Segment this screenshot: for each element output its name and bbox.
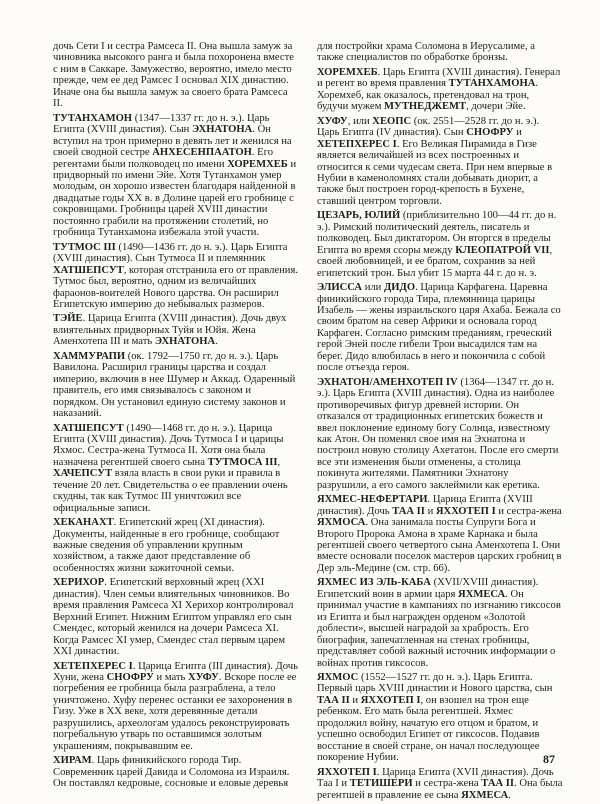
entry-headword: ХАММУРАПИ xyxy=(53,350,126,362)
entry-headword: ТУТМОС III xyxy=(53,241,116,253)
dictionary-entry xyxy=(53,313,299,347)
entry-headword: ХОРЕМХЕБ xyxy=(317,66,378,78)
cross-reference: ХАЧЕПСУТ xyxy=(53,468,113,480)
entry-headword: ЯХМЕС ИЗ ЭЛЬ-КАБА xyxy=(317,577,431,589)
entry-text: . Царь Египта (XVIII династия). Генерал и регент во время правления xyxy=(317,66,561,90)
entry-text: . Хоремхеб, как оказалось, претендовал на трон, будучи мужем xyxy=(317,78,539,113)
entry-headword: ХЕРИХОР xyxy=(53,577,105,589)
entry-text: . Царица Карфагена. Царевна финикийского города Тира, племянница царицы Изабель — жены израильского царя Ахаба. Бежала со своим братом на север Африки и основала город Карфаген. Согласно римским преданиям, греческий герой Эней после гибели Трои высадился там на берег. Дидо влюбилась в него и покончила с собой после отъезда героя. xyxy=(317,282,561,374)
cross-reference: СНОФРУ xyxy=(106,672,154,684)
entry-text: . Он принимал участие в кампаниях по изгнанию гиксосов из Египта и был награжден орденом «Золотой доблести», высшей наградой за храбрость. Его биография, запечатленная на стенах гробницы, представляет собой важный источник информации о войнах против гиксосов. xyxy=(317,588,561,669)
cross-reference: ЭХНАТОНА xyxy=(191,124,253,136)
cross-reference: ЯХМЕСА xyxy=(461,789,509,801)
cross-reference: ТАА II xyxy=(317,694,350,706)
dictionary-entry xyxy=(53,517,299,574)
cross-reference: ЭХНАТОНА xyxy=(154,336,216,348)
dictionary-entry xyxy=(53,423,299,515)
entry-headword: ЭЛИССА xyxy=(317,282,363,294)
entry-text: . Она занимала посты Супруги Бога и Второго Пророка Амона в храме Карнака и была регентшей своего четвертого сына Аменхотепа I. Они вместе основали поселок мастеров царских гробниц в Дер эль-Медине (см. стр. 66). xyxy=(317,517,562,574)
cross-reference: ТУТМОСА III xyxy=(207,456,278,468)
entry-text: . Царица Египта (III династия). Дочь Хуни, жена xyxy=(53,660,298,684)
entry-text: . Царица Египта (XVIII династия). Дочь xyxy=(317,494,533,517)
entry-text: и сестра-жена xyxy=(412,778,482,790)
entry-headword: ЯХМОС xyxy=(317,672,359,684)
entry-text: , он взошел на трон еще ребенком. Его мать была регентшей. Яхмес продолжил войну, начатую его отцом и братом, и успешно освободил Египет от гиксосов. Подавив восстание в своей стране, он начал последующее покорение Нубии. xyxy=(317,694,540,764)
right-column xyxy=(317,41,563,804)
dictionary-entry xyxy=(53,755,299,789)
dictionary-entry xyxy=(317,210,563,279)
entry-headword: ЦЕЗАРЬ, ЮЛИЙ xyxy=(317,210,401,222)
dictionary-entry xyxy=(53,113,299,239)
entry-text: . Царь финикийского города Тир. Современник царей Давида и Соломона из Израиля. Он поставлял кедровые, сосновые и еловые деревья xyxy=(53,755,290,790)
cross-reference: ХУФУ xyxy=(188,672,219,684)
entry-text: . Вскоре после ее погребения ее гробница была разграблена, а тело уничтожено. Хуфу перенес останки ее захоронения в Гизу. Уже в XX веке, хотя деревянные детали разрушились, археологам удалось реконструировать погребальную утварь по оставшимся золотым украшениям, покрывавшим ее. xyxy=(53,672,297,752)
entry-text: . Его регентами были полководец по имени xyxy=(53,147,274,170)
entry-text: и xyxy=(513,127,522,139)
page-number: 87 xyxy=(543,752,555,766)
cross-reference: ЯХХОТЕП I xyxy=(360,694,421,706)
entry-text: , которая отстранила его от правления. Тутмос был, вероятно, одним из величайших фараонов-воителей Нового царства. Он расширил Египетскую империю до небывалых размеров. xyxy=(53,264,298,310)
entry-headword: ТЭЙЕ xyxy=(53,313,83,325)
entry-headword: ХЕТЕПХЕРЕС I xyxy=(53,660,133,672)
cross-reference: КЛЕОПАТРОЙ VII xyxy=(455,244,550,256)
entry-text: . xyxy=(508,789,511,801)
dictionary-entry xyxy=(53,661,299,753)
dictionary-entry xyxy=(53,351,299,420)
entry-text: , дочери Эйе. xyxy=(466,101,526,113)
entry-text: (1552—1527 гг. до н. э.). Царь Египта. Первый царь XVIII династии и Нового царства, сын xyxy=(317,672,553,695)
entry-headword: ЯХМЕС-НЕФЕРТАРИ xyxy=(317,494,428,506)
dictionary-entry xyxy=(317,282,563,374)
entry-text: (приблизительно 100—44 гг. до н. э.). Римский политический деятель, писатель и полководец. Был диктатором. Он вторгся в пределы Египта во время ссоры между xyxy=(317,210,557,256)
entry-text: , xyxy=(277,456,281,468)
cross-reference: ТАА II xyxy=(392,505,425,517)
cross-reference: ХЕТЕПХЕРЕС I xyxy=(317,138,397,150)
entry-headword: ЭХНАТОН/АМЕНХОТЕП IV xyxy=(317,376,458,388)
dictionary-entry xyxy=(317,767,563,801)
cross-reference: ТАА II xyxy=(481,778,515,790)
dictionary-entry xyxy=(53,577,299,657)
entry-headword: ХИРАМ xyxy=(53,755,92,767)
entry-text: или xyxy=(362,282,385,294)
entry-text: . Его Великая Пирамида в Гизе является величайшей из всех построенных и относится к семи чудесам света. При нем впервые в Нубии в каменоломнях стали добывать диорит, а также был построен город-крепость в Бухене, ставший центром торговли. xyxy=(317,138,553,207)
entry-headword: ХЕОПС xyxy=(372,115,412,127)
entry-headword: ТУТАНХАМОН xyxy=(53,112,133,124)
entry-headword: ДИДО xyxy=(384,282,416,294)
entry-headword: ХЕКАНАХТ xyxy=(53,517,114,529)
dictionary-entry xyxy=(317,494,563,574)
cross-reference: ЯХМОСА xyxy=(317,517,366,529)
entry-headword: ЯХХОТЕП I xyxy=(317,766,377,778)
entry-headword: ХАТШЕПСУТ xyxy=(53,422,124,434)
entry-text: и мать xyxy=(153,672,189,684)
cross-reference: ТУТАНХАМОНА xyxy=(448,78,536,90)
dictionary-entry xyxy=(53,242,299,311)
entry-text: . Она была регентшей в правление ее сына xyxy=(317,778,563,801)
dictionary-entry xyxy=(317,377,563,492)
cross-reference: ЯХХОТЕП I xyxy=(435,505,496,517)
cross-reference: ЯХМЕСА xyxy=(458,588,506,600)
cross-reference: ХАТШЕПСУТ xyxy=(53,264,124,276)
entry-text: , своей любовницей, и ее братом, сохранив за ней египетский трон. Был убит 15 марта 44 г. до н. э. xyxy=(317,244,553,279)
entry-text: . Он вступил на трон примерно в девять лет и женился на своей сводной сестре xyxy=(53,124,292,159)
entry-text: , или xyxy=(347,115,373,127)
entry-text: взяла власть в свои руки и правила в течение 20 лет. Свидетельства о ее правлении очень скудны, так как Тутмос III уничтожил все официальные записи. xyxy=(53,468,288,514)
entry-text: (1490—1468 гг. до н. э.). Царица Египта (XVIII династия). Дочь Тутмоса I и царицы Яхмос. Сестра-жена Тутмоса II. Хотя она была назначена регентшей своего сына xyxy=(53,422,284,468)
entry-text: (ок. 1792—1750 гг. до н. э.). Царь Вавилона. Расширил границы царства и создал империю, включив в нее Шумер и Аккад. Одаренный правитель, его имя связывалось с законом и порядком. Он установил единую систему законов и наказаний. xyxy=(53,350,296,420)
cross-reference: МУТНЕДЖЕМТ xyxy=(384,101,467,113)
entry-text: . Египетский жрец (XI династия). Документы, найденные в его гробнице, сообщают важные сведения об управлении крупным хозяйством, а также дают представление об особенностях жизни зажиточной семьи. xyxy=(53,517,280,574)
entry-text: для постройки храма Соломона в Иерусалиме, а также специалистов по обработке бронзы. xyxy=(317,41,535,64)
cross-reference: ХОРЕМХЕБ xyxy=(227,158,288,170)
entry-text: . xyxy=(215,336,218,348)
entry-text: (ок. 2551—2528 гг. до н. э.). Царь Египта (IV династия). Сын xyxy=(317,115,540,139)
entry-text: дочь Сети I и сестра Рамсеса II. Она вышла замуж за чиновника высокого ранга и была похоронена вместе с ним в Саккаре. Замужество, вероятно, имело место прежде, чем ее дед Рамсес I основал XIX династию. Иначе она бы вышла замуж за своего брата Рамсеса II. xyxy=(53,41,294,110)
entry-text: . Египетский верховный жрец (XXI династия). Член семьи влиятельных чиновников. Во время правления Рамсеса XI Херихор контролировал Верхний Египет. Нижним Египтом управлял его сын Смендес, который женился на дочери Рамсеса XI. Когда Рамсес XI умер, Смендес стал первым царем XXI династии. xyxy=(53,577,294,658)
dictionary-entry xyxy=(317,67,563,113)
entry-text: (1347—1337 гг. до н. э.). Царь Египта (XVIII династия). Сын xyxy=(53,112,270,136)
dictionary-entry xyxy=(317,41,563,64)
entry-text: и придворный по имени Эйе. Хотя Тутанхамон умер молодым, он хорошо известен благодаря найденной в двадцатые годы XX в. в Долине царей его гробнице с сокровищами. Гробницы царей XVIII династии постоянно грабили на протяжении столетий, но гробница Тутанхамона избежала этой участи. xyxy=(53,158,297,239)
dictionary-entry xyxy=(317,672,563,764)
entry-text: (1364—1347 гг. до н. э.). Царь Египта (XVIII династия). Одна из наиболее противоречивых фигур древней истории. Он отказался от традиционных египетских божеств и ввел поклонение единому богу Солнца, известному как Атон. Он поменял свое имя на Эхнатона и построил новую столицу Ахетатон. После его смерти все эти изменения были отменены, а столица покинута жителями. Памятники Эхнатону разрушили, а его самого заклеймили как еретика. xyxy=(317,376,559,491)
dictionary-entry xyxy=(317,577,563,669)
entry-text: . Царица Египта (XVIII династия). Дочь двух влиятельных придворных Туйя и Юйя. Жена Аменхотепа III и мать xyxy=(53,313,287,348)
cross-reference: АНХЕСЕНПААТОН xyxy=(152,147,252,159)
entry-text: и xyxy=(349,694,361,706)
dictionary-entry xyxy=(53,41,299,110)
cross-reference: СНОФРУ xyxy=(466,127,514,139)
dictionary-entry xyxy=(317,116,563,208)
entry-text: и xyxy=(424,505,436,517)
entry-text: (XVII/XVIII династия). Египетский воин в армии царя xyxy=(317,577,539,600)
entry-headword: ХУФУ xyxy=(317,115,348,127)
entry-text: и сестра-жена xyxy=(495,505,562,517)
left-column xyxy=(53,41,299,793)
entry-text: . Царица Египта (XVII династия). Дочь Таа I и xyxy=(317,766,554,790)
entry-text: (1490—1436 гг. до н. э.). Царь Египта (XVIII династия). Сын Тутмоса II и племянник xyxy=(53,241,288,265)
cross-reference: ТЕТИШЕРИ xyxy=(349,778,413,790)
